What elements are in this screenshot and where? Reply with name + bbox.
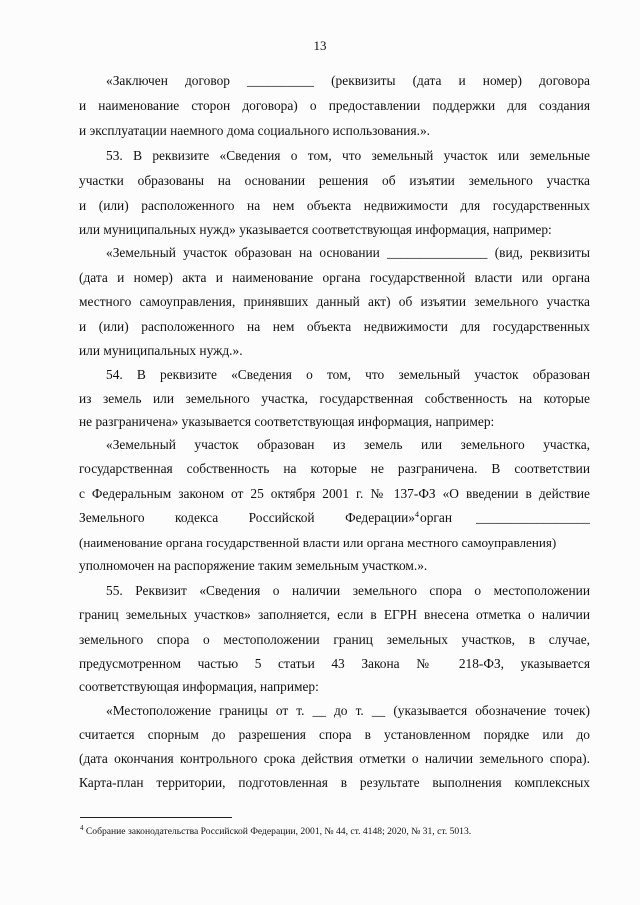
text-fragment: орган (420, 510, 452, 525)
text-line: 53. В реквизите «Сведения о том, что земельный участок или земельные (106, 148, 590, 163)
text-line: (дата окончания контрольного срока действия отметки о наличии земельного спора). (79, 751, 590, 766)
footnote-marker: 4 (415, 510, 419, 519)
text-line: или муниципальных нужд.». (79, 343, 243, 358)
page-number: 13 (313, 38, 327, 53)
text-line: соответствующая информация, например: (79, 679, 319, 694)
text-line: «Заключен договор __________ (реквизиты (дата и номер) договора (106, 73, 590, 88)
text-fragment: Земельного кодекса Российской Федерации» (79, 510, 415, 525)
text-line: государственная собственность на которые не разграничена. В соответствии (79, 461, 590, 476)
footnote (80, 826, 471, 837)
text-line: и наименование сторон договора) о предоставлении поддержки для создания (79, 98, 590, 113)
text-line: и эксплуатации наемного дома социального использования.». (79, 123, 431, 138)
text-line: Карта-план территории, подготовленная в результате выполнения комплексных (79, 775, 590, 790)
text-line: участки образованы на основании решения об изъятии земельного участка (79, 173, 590, 188)
text-line (79, 510, 419, 526)
text-line: или муниципальных нужд» указывается соответствующая информация, например: (79, 222, 552, 237)
text-line: 55. Реквизит «Сведения о наличии земельного спора о местоположении (106, 583, 590, 598)
text-line: земельного спора о местоположении границ земельных участков, в случае, (79, 632, 590, 647)
text-line: из земель или земельного участка, государственная собственность на которые (79, 391, 590, 406)
footnote-divider (80, 817, 232, 818)
text-line: (наименование органа государственной власти или органа местного самоуправления) (79, 535, 557, 550)
text-line: «Земельный участок образован на основании _______________ (вид, реквизиты (106, 245, 590, 260)
text-line: уполномочен на распоряжение таким земельным участком.». (79, 558, 428, 573)
text-line: и (или) расположенного на нем объекта недвижимости для государственных (79, 198, 590, 213)
text-line: 54. В реквизите «Сведения о том, что земельный участок образован (106, 367, 590, 382)
text-line: предусмотренном частью 5 статьи 43 Закона № 218-ФЗ, указывается (79, 656, 590, 671)
text-line: и (или) расположенного на нем объекта недвижимости для государственных (79, 319, 590, 334)
blank-line: _________________ (476, 510, 590, 525)
text-line: «Земельный участок образован из земель или земельного участка, (106, 437, 590, 452)
text-line: «Местоположение границы от т. __ до т. __ (указывается обозначение точек) (106, 703, 590, 718)
text-line: не разграничена» указывается соответствующая информация, например: (79, 414, 495, 429)
text-line: местного самоуправления, принявших данный акт) об изъятии земельного участка (79, 294, 590, 309)
text-line: границ земельных участков» заполняется, если в ЕГРН внесена отметка о наличии (79, 607, 590, 622)
footnote-text: Собрание законодательства Российской Федерации, 2001, № 44, ст. 4148; 2020, № 31, ст. 5013. (85, 826, 472, 837)
text-line: с Федеральным законом от 25 октября 2001 г. № 137-ФЗ «О введении в действие (79, 486, 590, 501)
text-line: (дата и номер) акта и наименование органа государственной власти или органа (79, 270, 590, 285)
footnote-marker: 4 (80, 824, 84, 832)
text-line: считается спорным до разрешения спора в установленном порядке или до (79, 727, 590, 742)
